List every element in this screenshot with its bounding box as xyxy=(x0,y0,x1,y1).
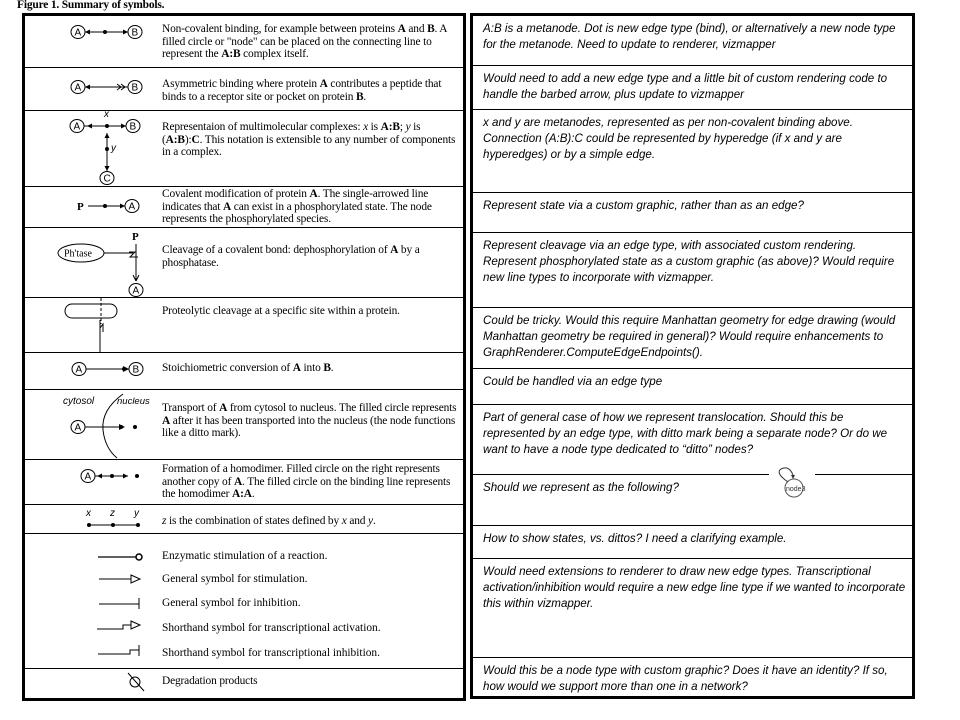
note-row xyxy=(473,110,912,193)
svg-text:B: B xyxy=(131,27,139,39)
note-text: Would need extensions to renderer to draw new edge types. Transcriptional activation/inhibition would require a new edge line type if we wanted to incorporate this within vizmapper. xyxy=(483,565,906,610)
symbol-row-edge-symbols xyxy=(25,534,463,669)
transcriptional-inhibition-label: Shorthand symbol for transcriptional inhibition. xyxy=(162,647,380,659)
svg-text:A: A xyxy=(75,364,83,376)
symbol-row-multimolecular-complex xyxy=(25,111,463,187)
degradation-description: Degradation products xyxy=(162,675,258,687)
cleavage-description: Cleavage of a covalent bond: dephosphorylation of A by a phosphatase. xyxy=(162,244,420,269)
svg-text:B: B xyxy=(131,82,139,94)
non-covalent-binding-symbol xyxy=(25,16,161,67)
general-stimulation-label: General symbol for stimulation. xyxy=(162,573,308,585)
note-row xyxy=(473,559,912,658)
stoichiometric-conversion-symbol xyxy=(25,353,161,389)
homodimer-symbol xyxy=(25,460,161,504)
symbol-row-degradation xyxy=(25,669,463,701)
combination-of-states-symbol xyxy=(25,505,161,533)
cleavage-symbol xyxy=(25,228,161,297)
asymmetric-binding-description: Asymmetric binding where protein A contributes a peptide that binds to a receptor site or pocket on protein B. xyxy=(162,78,442,103)
svg-text:A: A xyxy=(128,201,136,213)
svg-text:A: A xyxy=(74,422,82,434)
svg-text:C: C xyxy=(103,173,111,185)
svg-text:x: x xyxy=(86,508,91,519)
symbol-row-covalent-modification xyxy=(25,187,463,228)
figure-title: Figure 1. Summary of symbols. xyxy=(17,0,165,11)
symbol-row-homodimer xyxy=(25,460,463,505)
symbol-row-non-covalent-binding xyxy=(25,16,463,68)
svg-text:Ph'tase: Ph'tase xyxy=(64,248,92,260)
edge-symbols xyxy=(25,534,161,668)
general-inhibition-label: General symbol for inhibition. xyxy=(162,597,301,609)
symbol-row-asymmetric-binding xyxy=(25,68,463,111)
symbol-row-cleavage-covalent-bond xyxy=(25,228,463,298)
svg-text:B: B xyxy=(132,364,140,376)
covalent-modification-description: Covalent modification of protein A. The single-arrowed line indicates that A can exist in a phosphorylated state. The node represents the phosphorylated species. xyxy=(162,188,432,226)
svg-text:A: A xyxy=(73,121,81,133)
multimolecular-complex-symbol xyxy=(25,111,161,186)
note-text: Represent cleavage via an edge type, with associated custom rendering. Represent phosphorylated state as a custom graphic (as above)? Would require new line types to incorporate with vizmapper. xyxy=(483,239,895,284)
symbol-table xyxy=(22,13,466,701)
note-row xyxy=(473,475,912,526)
note-text: Would need to add a new edge type and a little bit of custom rendering code to handle the barbed arrow, plus update to vizmapper xyxy=(483,72,888,101)
svg-text:A: A xyxy=(74,82,82,94)
note-text: Could be tricky. Would this require Manhattan geometry for edge drawing (would Manhattan geometry be required in general)? Would require enhancements to GraphRenderer.ComputeEdgeEndpoints(). xyxy=(483,314,896,359)
symbol-row-stoichiometric-conversion xyxy=(25,353,463,390)
note-text: Represent state via a custom graphic, rather than as an edge? xyxy=(483,199,804,212)
enzymatic-stimulation-label: Enzymatic stimulation of a reaction. xyxy=(162,550,328,562)
svg-text:nucleus: nucleus xyxy=(117,396,150,407)
proteolytic-cleavage-description: Proteolytic cleavage at a specific site within a protein. xyxy=(162,305,400,317)
note-row xyxy=(473,526,912,559)
note-row xyxy=(473,66,912,110)
note-row xyxy=(473,658,912,699)
symbol-row-combination-of-states xyxy=(25,505,463,534)
svg-text:B: B xyxy=(129,121,137,133)
degradation-symbol xyxy=(25,669,161,701)
note-row xyxy=(473,233,912,308)
note-text: Would this be a node type with custom graphic? Does it have an identity? If so, how would we support more than one in a network? xyxy=(483,664,888,693)
note-text: A:B is a metanode. Dot is new edge type (bind), or alternatively a new node type for the metanode. Need to update to renderer, vizmapper xyxy=(483,22,896,51)
notes-table xyxy=(470,13,915,699)
combination-of-states-description: z is the combination of states defined by x and y. xyxy=(162,515,376,527)
transport-symbol xyxy=(25,390,161,459)
stoichiometric-conversion-description: Stoichiometric conversion of A into B. xyxy=(162,362,334,374)
svg-text:A: A xyxy=(132,285,140,297)
svg-text:P: P xyxy=(77,201,84,213)
transcriptional-activation-label: Shorthand symbol for transcriptional activation. xyxy=(162,622,381,634)
note-row xyxy=(473,308,912,369)
self-loop-node-example xyxy=(769,465,815,505)
note-text: How to show states, vs. dittos? I need a clarifying example. xyxy=(483,532,787,545)
proteolytic-cleavage-symbol xyxy=(25,298,161,352)
symbol-row-transport xyxy=(25,390,463,460)
note-row xyxy=(473,405,912,475)
homodimer-description: Formation of a homodimer. Filled circle on the right represents another copy of A. The filled circle on the binding line represents the homodimer A:A. xyxy=(162,463,451,501)
svg-text:A: A xyxy=(84,471,92,483)
note-text: Part of general case of how we represent translocation. Should this be represented by an edge type, with ditto mark being a separate node? Or do we want to have a node type dedicated to “ditto” nodes? xyxy=(483,411,888,456)
note-text: x and y are metanodes, represented as per non-covalent binding above. Connection (A:B):C could be represented by hyperedge (if x and y are hyperedges) or by a simple edge. xyxy=(483,116,853,161)
note-text: Could be handled via an edge type xyxy=(483,375,663,388)
note-row xyxy=(473,193,912,233)
svg-text:y: y xyxy=(111,143,116,154)
note-text: Should we represent as the following? xyxy=(483,481,679,494)
svg-text:cytosol: cytosol xyxy=(63,396,95,407)
svg-text:x: x xyxy=(104,109,109,120)
covalent-modification-symbol xyxy=(25,187,161,227)
note-row xyxy=(473,369,912,405)
transport-description: Transport of A from cytosol to nucleus. The filled circle represents A after it has been transported into the nucleus (the node functions like a ditto mark). xyxy=(162,402,457,440)
svg-text:node3: node3 xyxy=(786,486,806,493)
asymmetric-binding-symbol xyxy=(25,68,161,110)
svg-text:A: A xyxy=(74,27,82,39)
svg-text:P: P xyxy=(132,231,139,243)
svg-text:z: z xyxy=(110,508,115,519)
symbol-row-proteolytic-cleavage xyxy=(25,298,463,353)
svg-text:y: y xyxy=(134,508,139,519)
non-covalent-binding-description: Non-covalent binding, for example between proteins A and B. A filled circle or "node" can be placed on the connecting line to represent the A:B complex itself. xyxy=(162,23,447,61)
multimolecular-complex-description: Representaion of multimolecular complexes: x is A:B; y is (A:B):C. This notation is extensible to any number of components in a complex. xyxy=(162,121,456,159)
note-row xyxy=(473,16,912,66)
